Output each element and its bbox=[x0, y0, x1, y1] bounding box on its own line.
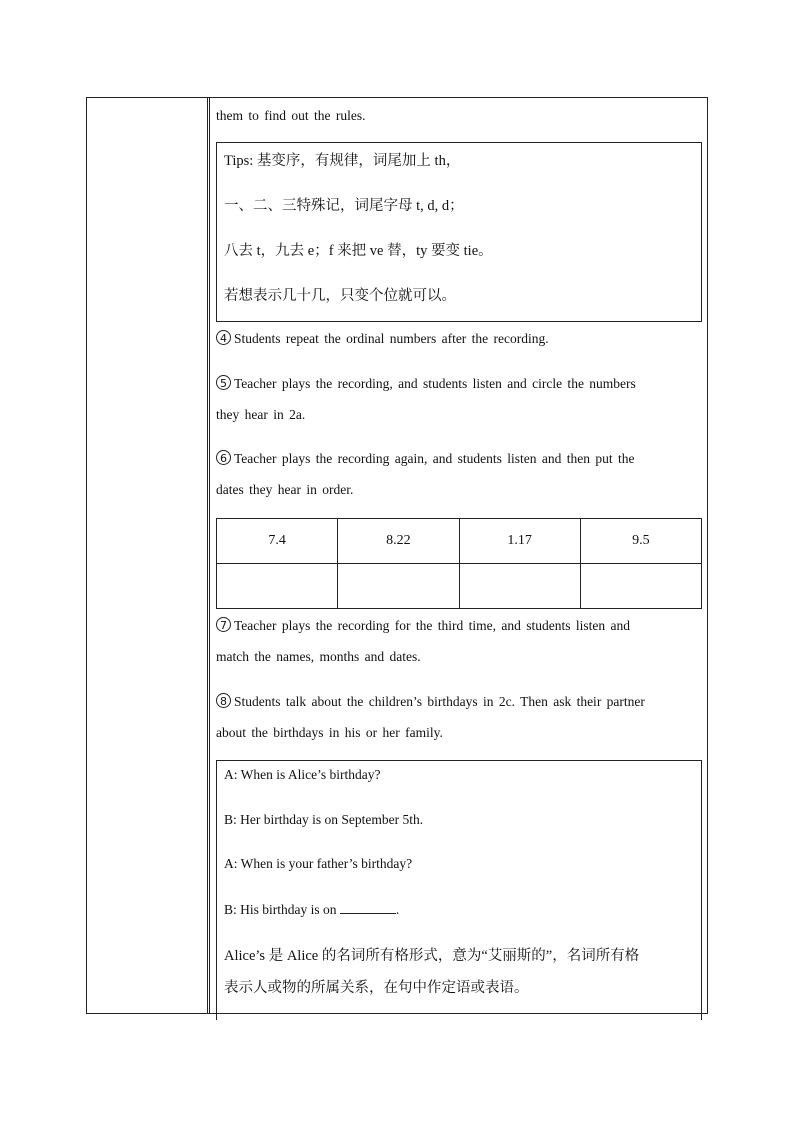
table-cell: 8.22 bbox=[338, 519, 459, 564]
tips-line-2: 一、二、三特殊记，词尾字母 t, d, d； bbox=[224, 198, 464, 214]
table-cell bbox=[459, 564, 580, 609]
tips-line-4: 若想表示几十几，只变个位就可以。 bbox=[224, 288, 456, 304]
step-8-line-2: about the birthdays in his or her family. bbox=[216, 725, 443, 740]
answer-blank bbox=[340, 901, 396, 914]
dialog-line-4-prefix: B: His birthday is on bbox=[224, 902, 340, 917]
grammar-note-line-1: Alice’s 是 Alice 的名词所有格形式，意为“艾丽斯的”，名词所有格 bbox=[224, 948, 640, 964]
table-cell bbox=[338, 564, 459, 609]
intro-text: them to find out the rules. bbox=[216, 108, 366, 123]
circled-number: 4 bbox=[216, 330, 231, 345]
step-6-line-2: dates they hear in order. bbox=[216, 482, 354, 497]
table-cell: 9.5 bbox=[580, 519, 701, 564]
dialog-line-4 bbox=[224, 901, 694, 918]
circled-number: 7 bbox=[216, 617, 231, 632]
step-5-text: Teacher plays the recording, and students listen and circle the numbers bbox=[234, 376, 636, 391]
step-4-text: Students repeat the ordinal numbers after the recording. bbox=[234, 331, 549, 346]
tips-line-1: Tips: 基变序，有规律，词尾加上 th， bbox=[224, 153, 461, 169]
step-5-line-2: they hear in 2a. bbox=[216, 407, 306, 422]
table-cell: 7.4 bbox=[217, 519, 338, 564]
table-cell: 1.17 bbox=[459, 519, 580, 564]
tips-line-3: 八去 t，九去 e；f 来把 ve 替，ty 要变 tie。 bbox=[224, 243, 493, 259]
step-7-line-1 bbox=[216, 610, 702, 641]
table-cell bbox=[580, 564, 701, 609]
step-6-text: Teacher plays the recording again, and students listen and then put the bbox=[234, 451, 635, 466]
tips-box bbox=[216, 142, 702, 322]
circled-number: 5 bbox=[216, 375, 231, 390]
step-7-text: Teacher plays the recording for the third time, and students listen and bbox=[234, 618, 630, 633]
step-4 bbox=[216, 323, 702, 354]
table-row bbox=[217, 564, 702, 609]
dialog-box bbox=[216, 760, 702, 1020]
dialog-line-3: A: When is your father’s birthday? bbox=[224, 856, 413, 871]
step-8-text: Students talk about the children’s birthdays in 2c. Then ask their partner bbox=[234, 694, 645, 709]
lesson-table bbox=[86, 97, 708, 1014]
circled-number: 6 bbox=[216, 450, 231, 465]
dialog-line-1: A: When is Alice’s birthday? bbox=[224, 767, 381, 782]
dialog-line-4-suffix: . bbox=[395, 902, 400, 917]
step-5-line-1 bbox=[216, 368, 702, 399]
grammar-note-line-2: 表示人或物的所属关系，在句中作定语或表语。 bbox=[224, 980, 529, 996]
step-7-line-2: match the names, months and dates. bbox=[216, 649, 421, 664]
dates-table bbox=[216, 518, 702, 609]
column-divider bbox=[207, 98, 210, 1013]
step-8-line-1 bbox=[216, 686, 702, 717]
dialog-line-2: B: Her birthday is on September 5th. bbox=[224, 812, 424, 827]
table-row bbox=[217, 519, 702, 564]
circled-number: 8 bbox=[216, 693, 231, 708]
step-6-line-1 bbox=[216, 443, 702, 474]
table-cell bbox=[217, 564, 338, 609]
